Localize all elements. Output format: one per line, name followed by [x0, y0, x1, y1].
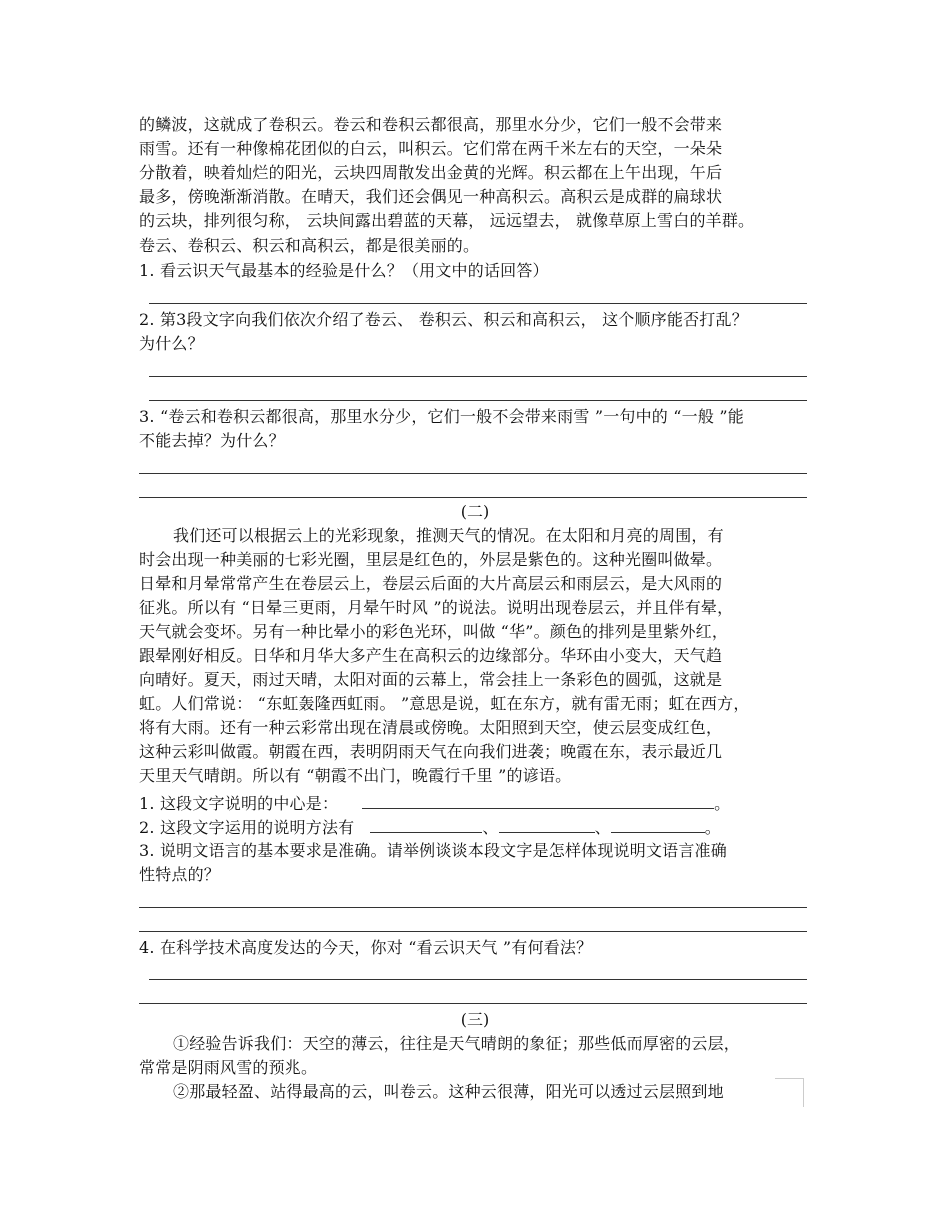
question-2-3: 3. 说明文语言的基本要求是准确。请举例谈谈本段文字是怎样体现说明文语言准确	[139, 841, 727, 860]
question-label: 1. 这段文字说明的中心是：	[139, 794, 339, 813]
passage-line: 的云块，排列很匀称， 云块间露出碧蓝的天幕， 远远望去， 就像草原上雪白的羊群。	[139, 211, 755, 230]
passage-line: 向晴好。夏天，雨过天晴，太阳对面的云幕上，常会挂上一条彩色的圆弧，这就是	[139, 670, 723, 689]
answer-line[interactable]	[139, 1003, 807, 1004]
passage-line: 的鳞波，这就成了卷积云。卷云和卷积云都很高，那里水分少，它们一般不会带来	[139, 115, 723, 134]
answer-line[interactable]	[149, 303, 807, 304]
passage-line: 征兆。所以有 “日晕三更雨，月晕午时风 ”的说法。说明出现卷层云，并且伴有晕，	[139, 598, 734, 617]
question-2-1	[139, 792, 730, 815]
question-end: 。	[704, 818, 721, 837]
question-2-4: 4. 在科学技术高度发达的今天，你对 “看云识天气 ”有何看法？	[139, 938, 593, 957]
passage-line: 雨雪。还有一种像棉花团似的白云，叫积云。它们常在两千米左右的天空，一朵朵	[139, 139, 723, 158]
passage-line: 虹。人们常说： “东虹轰隆西虹雨。 ”意思是说，虹在东方，就有雷无雨；虹在西方，	[139, 694, 750, 713]
question-2-3-cont: 性特点的？	[139, 865, 221, 884]
section-heading-3: (三)	[460, 1010, 490, 1029]
question-label: 2. 这段文字运用的说明方法有	[139, 818, 355, 837]
passage-line: 将有大雨。还有一种云彩常出现在清晨或傍晚。太阳照到天空，使云层变成红色，	[139, 718, 723, 737]
question-end: 。	[714, 794, 731, 813]
page-edge-mark	[775, 1078, 804, 1107]
passage-line: 日晕和月晕常常产生在卷层云上，卷层云后面的大片高层云和雨层云，是大风雨的	[139, 574, 723, 593]
question-3: 3. “卷云和卷积云都很高，那里水分少，它们一般不会带来雨雪 ”一句中的 “一般 ”能	[139, 407, 744, 426]
passage-line: 这种云彩叫做霞。朝霞在西，表明阴雨天气在向我们进袭；晚霞在东，表示最近几	[139, 742, 723, 761]
question-3-cont: 不能去掉？为什么？	[139, 431, 285, 450]
passage-line: 最多，傍晚渐渐消散。在晴天，我们还会偶见一种高积云。高积云是成群的扁球状	[139, 187, 723, 206]
passage-line: 卷云、卷积云、积云和高积云，都是很美丽的。	[139, 236, 480, 255]
passage-line: 分散着，映着灿烂的阳光，云块四周散发出金黄的光辉。积云都在上午出现，午后	[139, 163, 723, 182]
passage-line: 跟晕刚好相反。日华和月华大多产生在高积云的边缘部分。华环由小变大，天气趋	[139, 646, 723, 665]
fill-blank[interactable]	[370, 816, 482, 833]
passage-line: 我们还可以根据云上的光彩现象，推测天气的情况。在太阳和月亮的周围，有	[173, 526, 724, 545]
question-2-2	[139, 816, 721, 839]
fill-blank[interactable]	[499, 816, 595, 833]
answer-line[interactable]	[149, 376, 807, 377]
answer-line[interactable]	[139, 931, 807, 932]
separator: 、	[482, 818, 499, 837]
passage-line: 天里天气晴朗。所以有 “朝霞不出门，晚霞行千里 ”的谚语。	[139, 766, 572, 785]
question-1: 1. 看云识天气最基本的经验是什么？（用文中的话回答）	[139, 261, 549, 280]
passage-line: 天气就会变坏。另有一种比晕小的彩色光环，叫做 “华”。颜色的排列是里紫外红，	[139, 622, 729, 641]
answer-line[interactable]	[149, 979, 807, 980]
section-heading-2: (二)	[460, 502, 490, 521]
answer-line[interactable]	[149, 400, 807, 401]
passage-line: 时会出现一种美丽的七彩光圈，里层是红色的，外层是紫色的。这种光圈叫做晕。	[139, 550, 723, 569]
fill-blank[interactable]	[362, 792, 714, 809]
answer-line[interactable]	[139, 907, 807, 908]
answer-line[interactable]	[139, 497, 807, 498]
separator: 、	[594, 818, 611, 837]
fill-blank[interactable]	[611, 816, 705, 833]
passage-line: 常常是阴雨风雪的预兆。	[139, 1058, 318, 1077]
answer-line[interactable]	[139, 473, 807, 474]
passage-line: ①经验告诉我们：天空的薄云，往往是天气晴朗的象征；那些低而厚密的云层，	[173, 1034, 741, 1053]
question-2-cont: 为什么？	[139, 334, 204, 353]
question-2: 2. 第3段文字向我们依次介绍了卷云、 卷积云、积云和高积云， 这个顺序能否打乱？	[139, 310, 748, 329]
passage-line: ②那最轻盈、站得最高的云，叫卷云。这种云很薄，阳光可以透过云层照到地	[173, 1082, 724, 1101]
